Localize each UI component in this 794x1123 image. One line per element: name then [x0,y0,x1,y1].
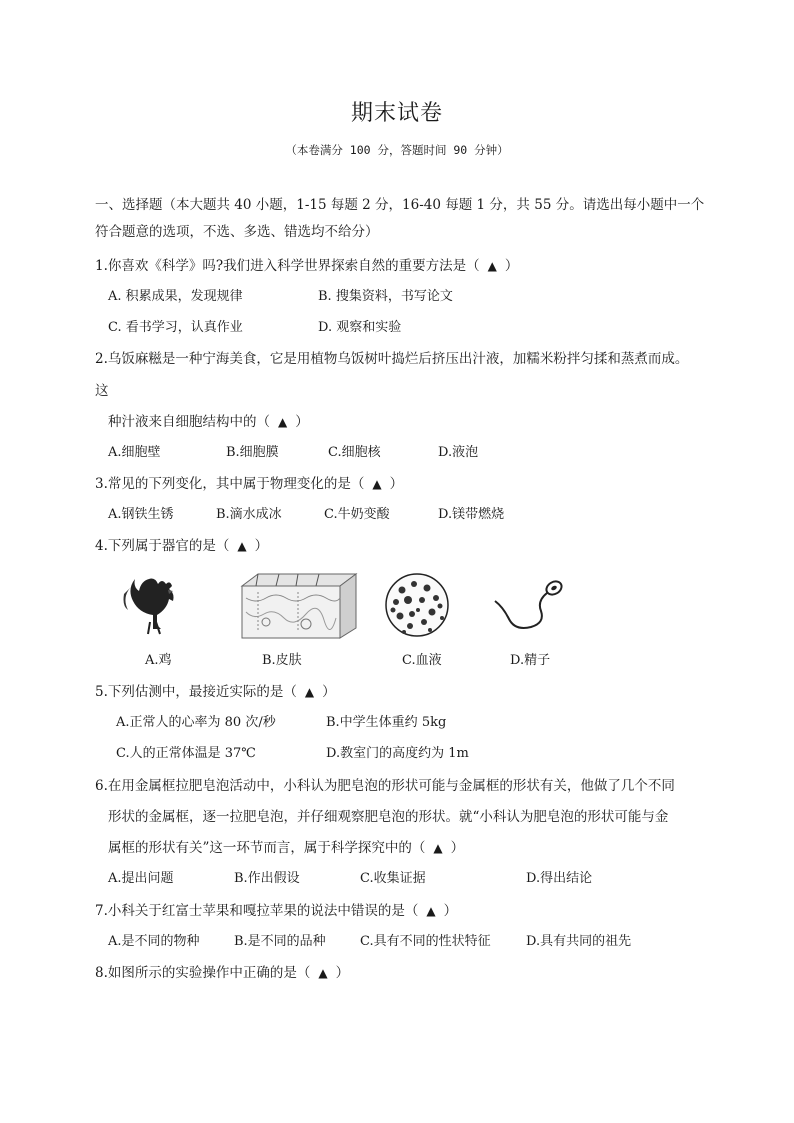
section-instruction-line2: 符合题意的选项，不选、多选、错选均不给分） [95,224,379,240]
q5-option-c: C.人的正常体温是 37℃ [116,746,256,761]
q3-option-b: B.滴水成冰 [216,507,282,522]
question-8-stem: 8.如图所示的实验操作中正确的是（ ▲ ） [95,965,350,981]
question-5-stem: 5.下列估测中，最接近实际的是（ ▲ ） [95,684,336,700]
q5-option-a: A.正常人的心率为 80 次/秒 [116,715,276,730]
answer-marker: ▲ [372,477,382,491]
page-title: 期末试卷 [350,101,443,126]
answer-marker: ▲ [304,685,315,699]
question-4-stem: 4.下列属于器官的是（ ▲ ） [95,538,269,554]
question-6-stem-line1: 6.在用金属框拉肥皂泡活动中，小科认为肥皂泡的形状可能与金属框的形状有关，他做了几个不同 [95,778,675,794]
skin-tissue-image [236,572,362,640]
q4-option-d: D.精子 [510,653,551,668]
q5-option-d: D.教室门的高度约为 1m [326,746,469,761]
q2-option-d: D.液泡 [438,445,479,460]
q6-option-a: A.提出问题 [108,871,174,886]
answer-marker: ▲ [487,259,497,273]
q4-option-a: A.鸡 [145,653,172,668]
question-6-stem-line3: 属框的形状有关”这一环节而言，属于科学探究中的（ ▲ ） [108,840,465,856]
q7-option-a: A.是不同的物种 [108,934,200,949]
q1-option-a: A. 积累成果，发现规律 [108,289,243,304]
page-subtitle: （本卷满分 100 分，答题时间 90 分钟） [285,143,509,157]
q6-option-b: B.作出假设 [234,871,300,886]
q5-option-b: B.中学生体重约 5kg [326,715,447,730]
q2-option-c: C.细胞核 [328,445,381,460]
q7-option-d: D.具有共同的祖先 [526,934,632,949]
answer-marker: ▲ [433,841,443,855]
q4-option-c: C.血液 [402,653,442,668]
answer-marker: ▲ [278,415,288,429]
question-3-stem: 3.常见的下列变化，其中属于物理变化的是（ ▲ ） [95,476,404,492]
q1-option-b: B. 搜集资料，书写论文 [318,289,453,304]
question-2-stem-line3: 种汁液来自细胞结构中的（ ▲ ） [108,414,309,430]
q7-option-b: B.是不同的品种 [234,934,326,949]
answer-marker: ▲ [426,904,436,918]
q1-option-c: C. 看书学习，认真作业 [108,320,243,335]
q4-option-b: B.皮肤 [262,653,302,668]
blood-cells-image [382,572,452,638]
q6-option-d: D.得出结论 [526,871,593,886]
question-7-stem: 7.小科关于红富士苹果和嘎拉苹果的说法中错误的是（ ▲ ） [95,903,458,919]
question-2-stem-line1: 2.乌饭麻糍是一种宁海美食，它是用植物乌饭树叶捣烂后挤压出汁液，加糯米粉拌匀揉和蒸煮而成。 [95,351,689,367]
q7-option-c: C.具有不同的性状特征 [360,934,491,949]
q2-option-b: B.细胞膜 [226,445,279,460]
answer-marker: ▲ [318,966,328,980]
question-6-stem-line2: 形状的金属框，逐一拉肥皂泡，并仔细观察肥皂泡的形状。就“小科认为肥皂泡的形状可能与金 [108,809,669,825]
q3-option-a: A.钢铁生锈 [108,507,174,522]
sperm-cell-image [490,576,572,634]
q1-option-d: D. 观察和实验 [318,320,402,335]
answer-marker: ▲ [237,539,247,553]
question-2-stem-line2: 这 [95,383,109,399]
question-1-stem: 1.你喜欢《科学》吗?我们进入科学世界探索自然的重要方法是（ ▲ ） [95,258,519,274]
q3-option-c: C.牛奶变酸 [324,507,390,522]
q2-option-a: A.细胞壁 [108,445,161,460]
q3-option-d: D.镁带燃烧 [438,507,505,522]
rooster-image [120,578,190,636]
section-instruction-line1: 一、选择题（本大题共 40 小题，1-15 每题 2 分，16-40 每题 1 分，共 55 分。请选出每小题中一个 [95,197,705,213]
q6-option-c: C.收集证据 [360,871,426,886]
